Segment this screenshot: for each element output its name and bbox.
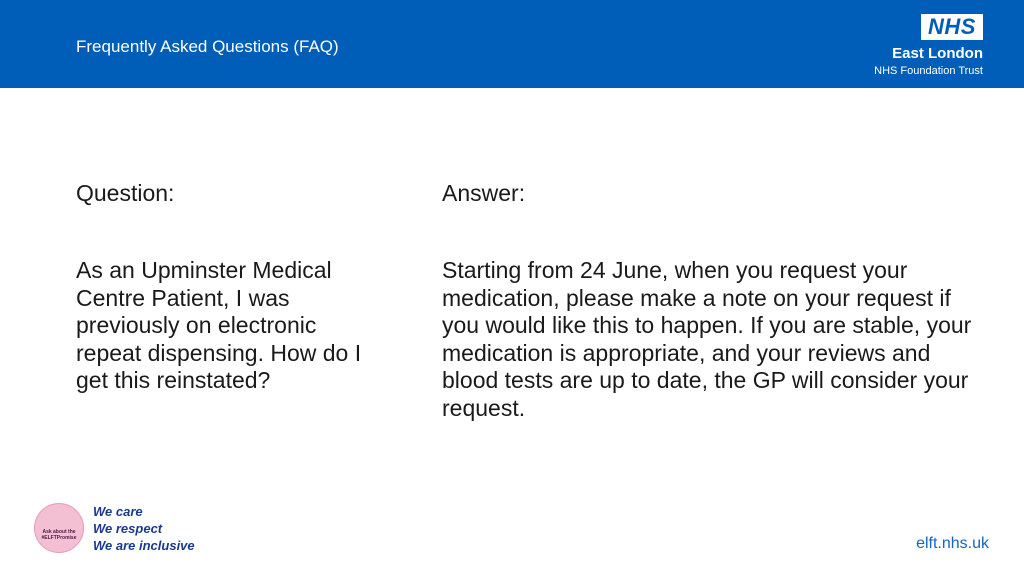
header-bar [0,0,1024,88]
org-subtitle: NHS Foundation Trust [874,65,983,77]
answer-heading: Answer: [442,180,526,206]
question-text: As an Upminster Medical Centre Patient, I was previously on electronic repeat dispensing. How do I get this reinstated? [76,257,362,393]
footer-url-link[interactable]: elft.nhs.uk [916,535,989,552]
question-heading: Question: [76,180,175,206]
badge-line-2: #ELFTPromise [41,534,77,541]
org-name: East London [892,45,983,62]
value-we-are-inclusive: We are inclusive [93,538,195,553]
answer-text: Starting from 24 June, when you request your medication, please make a note on your request if you would like this to happen. If you are stable, your medication is appropriate, and your reviews and blood tests are up to date, the GP will consider your request. [442,257,972,421]
badge-line-1: Ask about the [42,529,76,535]
values-list [93,503,195,554]
page-title: Frequently Asked Questions (FAQ) [76,37,339,56]
value-we-care: We care [93,504,143,519]
nhs-logo-text: NHS [928,14,976,39]
value-we-respect: We respect [93,521,163,536]
nhs-logo [921,14,983,40]
elft-promise-badge-icon [34,503,84,553]
